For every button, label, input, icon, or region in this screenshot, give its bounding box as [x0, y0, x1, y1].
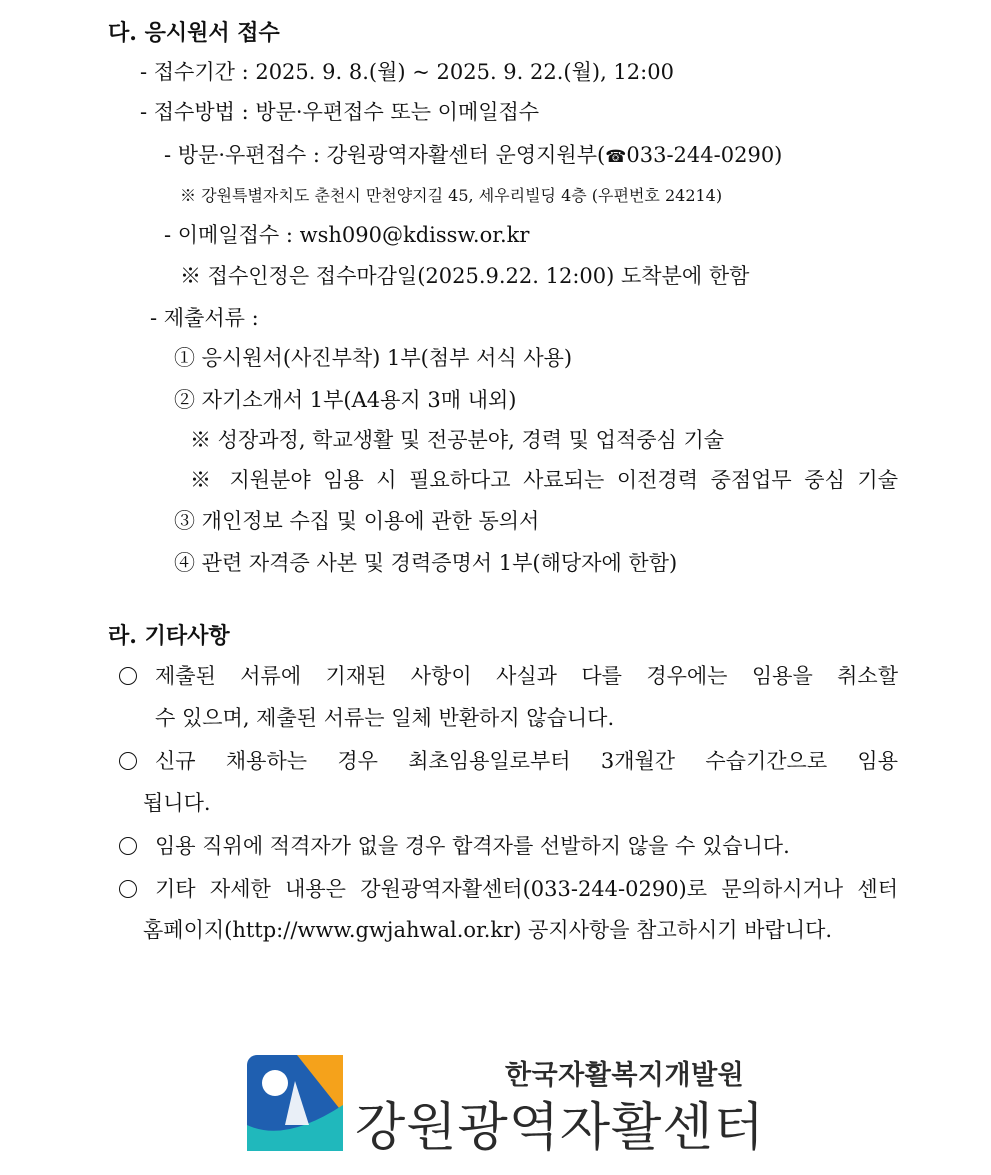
doc-item-2-note-2: ※ 지원분야 임용 시 필요하다고 사료되는 이전경력 중점업무 중심 기술: [190, 468, 898, 492]
etc-item-2-line-2: 됩니다.: [143, 791, 211, 815]
etc-item-1-line-1: 제출된 서류에 기재된 사항이 사실과 다를 경우에는 임용을 취소할: [155, 664, 898, 688]
bullet-circle-icon: [119, 880, 137, 898]
doc-item-3: ③ 개인정보 수집 및 이용에 관한 동의서: [174, 509, 540, 533]
etc-item-1-line-2: 수 있으며, 제출된 서류는 일체 반환하지 않습니다.: [155, 706, 615, 730]
doc-item-4: ④ 관련 자격증 사본 및 경력증명서 1부(해당자에 한함): [174, 551, 678, 575]
phone-icon: ☎: [605, 147, 627, 167]
docs-heading: - 제출서류 :: [150, 306, 259, 330]
deadline-note: ※ 접수인정은 접수마감일(2025.9.22. 12:00) 도착분에 한함: [180, 264, 750, 288]
logo-title: 강원광역자활센터: [355, 1098, 765, 1158]
visit-mail-phone: 033-244-0290): [626, 143, 783, 167]
doc-item-2-note-1: ※ 성장과정, 학교생활 및 전공분야, 경력 및 업적중심 기술: [190, 428, 725, 452]
visit-mail-line: [164, 140, 782, 172]
bullet-circle-icon: [119, 752, 137, 770]
bullet-circle-icon: [119, 667, 137, 685]
visit-mail-label: - 방문·우편접수 : 강원광역자활센터 운영지원부(: [164, 143, 606, 167]
etc-item-2-line-1: 신규 채용하는 경우 최초임용일로부터 3개월간 수습기간으로 임용: [155, 749, 898, 773]
section-heading-etc: 라. 기타사항: [108, 623, 230, 649]
doc-item-1: ① 응시원서(사진부착) 1부(첨부 서식 사용): [174, 346, 573, 370]
email-line: - 이메일접수 : wsh090@kdissw.or.kr: [164, 223, 530, 247]
bullet-circle-icon: [119, 837, 137, 855]
etc-item-4-line-2: 홈페이지(http://www.gwjahwal.or.kr) 공지사항을 참고하시기 바랍니다.: [143, 918, 833, 942]
etc-item-3: 임용 직위에 적격자가 없을 경우 합격자를 선발하지 않을 수 있습니다.: [155, 834, 790, 858]
doc-item-2: ② 자기소개서 1부(A4용지 3매 내외): [174, 388, 517, 412]
apply-period: - 접수기간 : 2025. 9. 8.(월) ~ 2025. 9. 22.(월), 12:00: [140, 60, 674, 84]
section-heading-apply: 다. 응시원서 접수: [108, 20, 280, 46]
address-note: ※ 강원특별자치도 춘천시 만천양지길 45, 세우리빌딩 4층 (우편번호 24214): [180, 186, 723, 205]
etc-item-4-line-1: 기타 자세한 내용은 강원광역자활센터(033-244-0290)로 문의하시거나 센터: [155, 877, 898, 901]
logo-subtitle: 한국자활복지개발원: [505, 1060, 745, 1091]
apply-method: - 접수방법 : 방문·우편접수 또는 이메일접수: [140, 100, 540, 124]
